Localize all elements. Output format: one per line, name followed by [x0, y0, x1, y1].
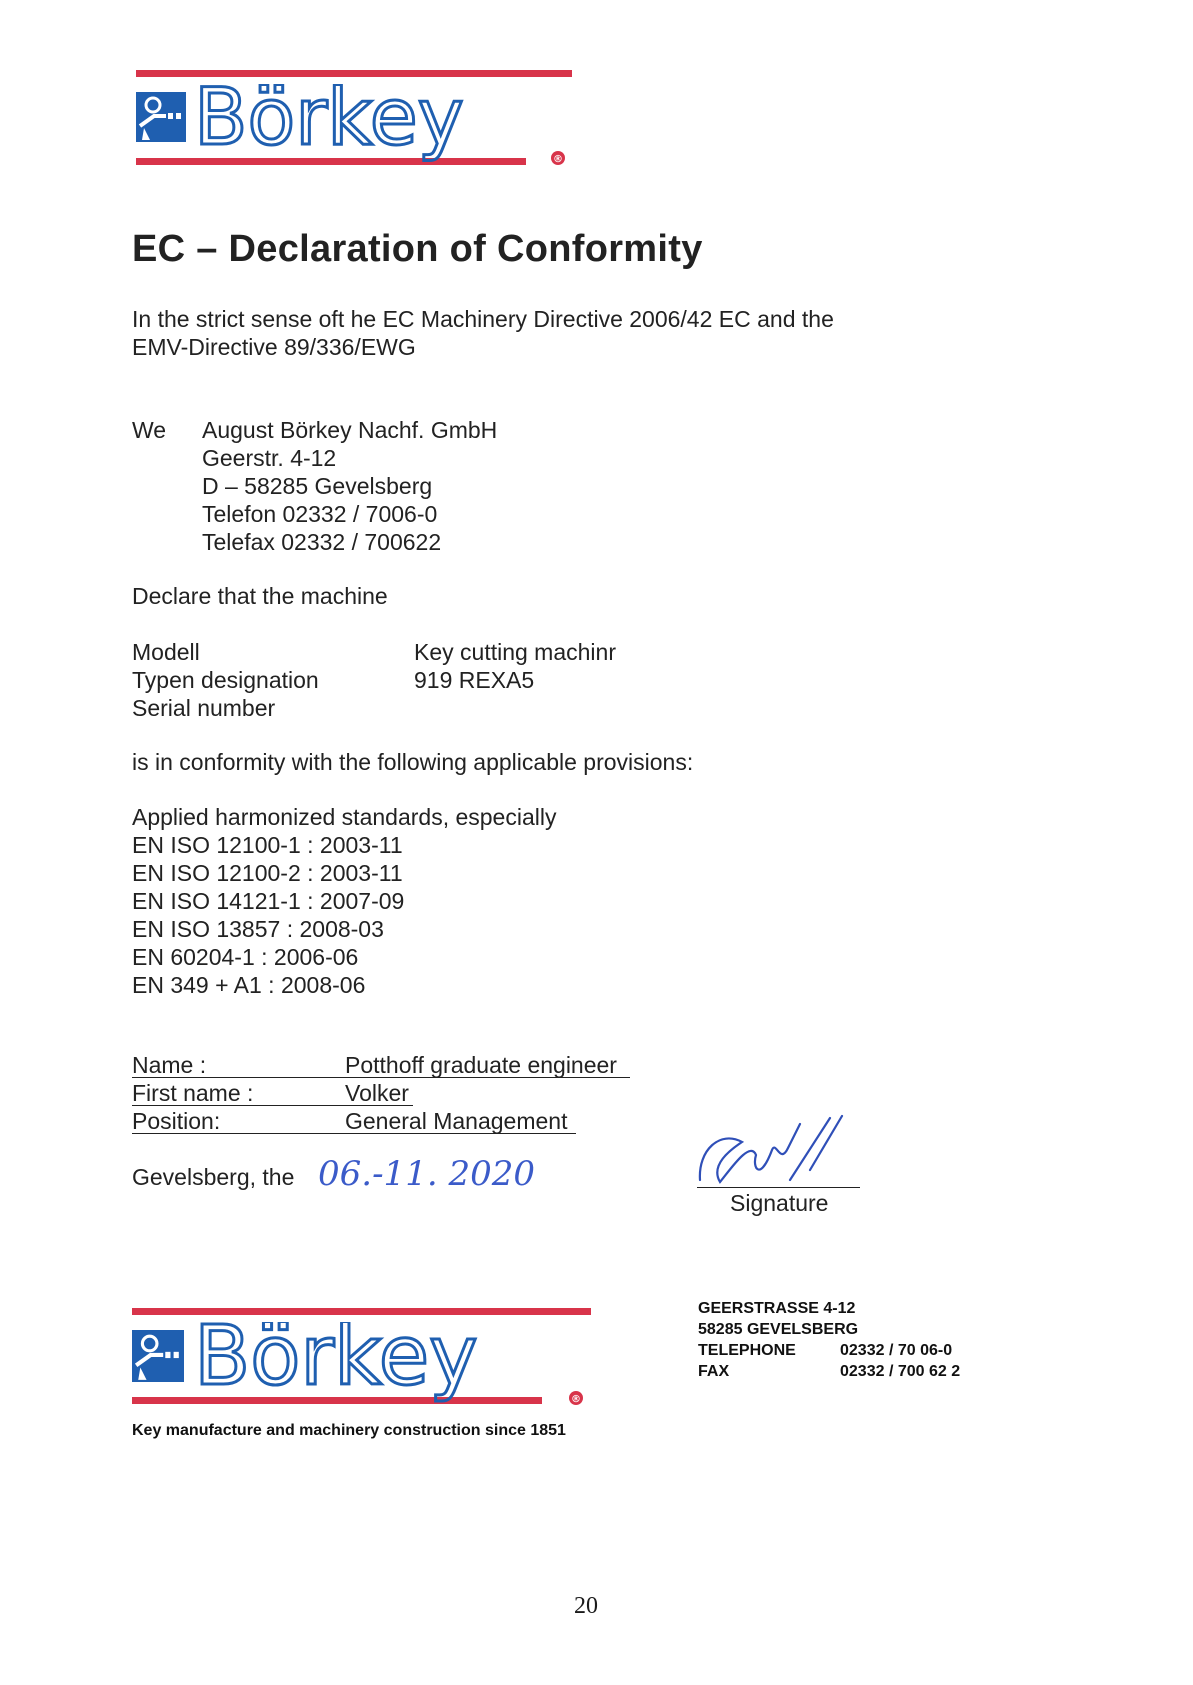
- key-cutter-icon: [136, 92, 186, 142]
- page-number: 20: [574, 1593, 598, 1619]
- machine-label: Typen designation: [132, 667, 319, 693]
- place-text: Gevelsberg, the: [132, 1164, 295, 1190]
- key-cutter-icon: [132, 1330, 184, 1382]
- intro-line-1: In the strict sense oft he EC Machinery Directive 2006/42 EC and the: [132, 306, 834, 332]
- standard-item: EN 349 + A1 : 2008-06: [132, 972, 366, 998]
- svg-text:®: ®: [571, 1394, 581, 1405]
- machine-label: Serial number: [132, 695, 276, 721]
- address-line: Telefon 02332 / 7006-0: [202, 501, 438, 527]
- declare-text: Declare that the machine: [132, 583, 388, 609]
- registered-mark: [568, 1390, 584, 1406]
- standards-heading: Applied harmonized standards, especially: [132, 804, 557, 830]
- address-line: Geerstr. 4-12: [202, 445, 337, 471]
- svg-text:Börkey: Börkey: [194, 1322, 478, 1404]
- contact-street: GEERSTRASSE 4-12: [698, 1300, 856, 1317]
- contact-phone-label: TELEPHONE: [698, 1342, 796, 1359]
- signatory-label: First name :: [132, 1080, 254, 1106]
- contact-fax-label: FAX: [698, 1363, 730, 1380]
- address-line: D – 58285 Gevelsberg: [202, 473, 433, 499]
- signatory-label: Name :: [132, 1052, 207, 1078]
- signature-line: [697, 1187, 860, 1188]
- signature-label: Signature: [730, 1190, 829, 1216]
- tagline: Key manufacture and machinery construction since 1851: [132, 1422, 566, 1439]
- handwritten-date: 06.-11. 2020: [318, 1154, 535, 1194]
- standard-item: EN ISO 13857 : 2008-03: [132, 916, 384, 942]
- machine-label: Modell: [132, 639, 200, 665]
- signatory-label: Position:: [132, 1108, 221, 1134]
- conformity-text: is in conformity with the following applicable provisions:: [132, 749, 694, 775]
- we-label: We: [132, 417, 167, 443]
- signatory-value: General Management: [345, 1108, 568, 1134]
- signatory-value: Potthoff graduate engineer: [345, 1052, 617, 1078]
- signatory-value: Volker: [345, 1080, 409, 1106]
- machine-value: Key cutting machinr: [414, 639, 616, 665]
- svg-text:Börkey: Börkey: [194, 84, 464, 163]
- contact-city: 58285 GEVELSBERG: [698, 1321, 859, 1338]
- contact-fax: 02332 / 700 62 2: [840, 1363, 961, 1380]
- bottom-logo: [132, 1308, 602, 1408]
- svg-text:®: ®: [553, 154, 563, 165]
- brand-wordmark: [194, 84, 574, 164]
- standard-item: EN ISO 12100-1 : 2003-11: [132, 832, 403, 858]
- standard-item: EN 60204-1 : 2006-06: [132, 944, 359, 970]
- brand-wordmark: [194, 1322, 594, 1406]
- standard-item: EN ISO 14121-1 : 2007-09: [132, 888, 405, 914]
- registered-mark: [550, 150, 566, 166]
- machine-value: 919 REXA5: [414, 667, 535, 693]
- top-logo: [136, 70, 576, 170]
- intro-line-2: EMV-Directive 89/336/EWG: [132, 334, 416, 360]
- page-title: EC – Declaration of Conformity: [132, 228, 703, 270]
- address-line: August Börkey Nachf. GmbH: [202, 417, 498, 443]
- address-line: Telefax 02332 / 700622: [202, 529, 442, 555]
- standard-item: EN ISO 12100-2 : 2003-11: [132, 860, 403, 886]
- contact-phone: 02332 / 70 06-0: [840, 1342, 953, 1359]
